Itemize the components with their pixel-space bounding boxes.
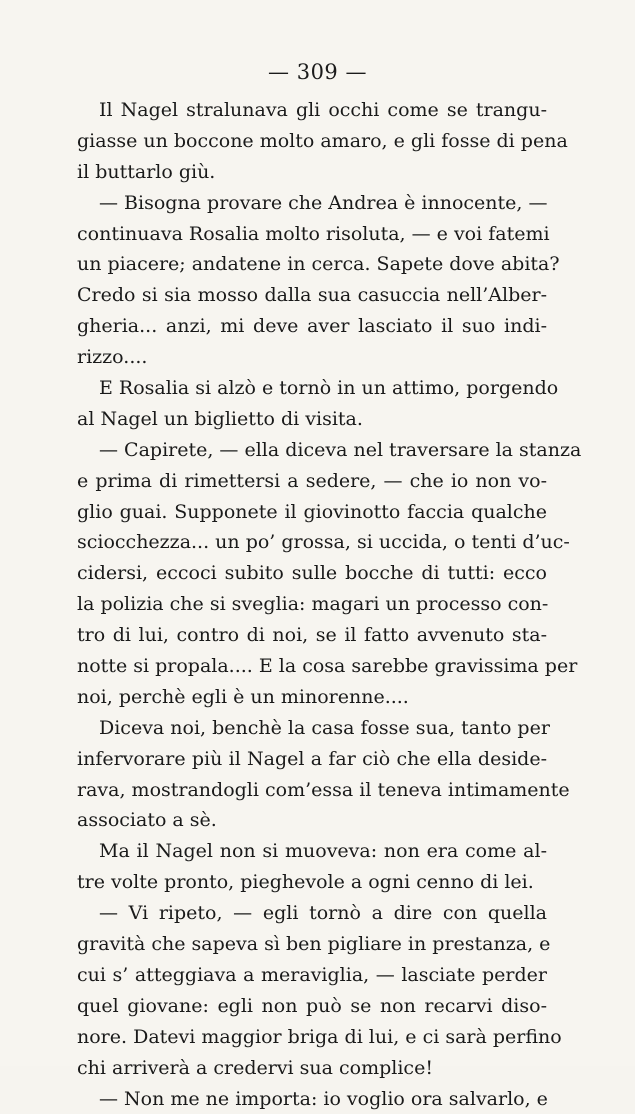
text-line: glio guai. Supponete il giovinotto faccia qualche — [77, 497, 547, 528]
text-line: — Vi ripeto, — egli tornò a dire con quella — [77, 898, 547, 929]
text-line: notte si propala.... E la cosa sarebbe gravissima per — [77, 651, 547, 682]
text-line: e prima di rimettersi a sedere, — che io non vo- — [77, 466, 547, 497]
text-line: chi arriverà a credervi sua complice! — [77, 1053, 547, 1084]
body-text — [77, 95, 547, 1114]
text-line: quel giovane: egli non può se non recarvi diso- — [77, 991, 547, 1022]
text-line: rava, mostrandogli com’essa il teneva intimamente — [77, 775, 547, 806]
text-line: Il Nagel stralunava gli occhi come se trangu- — [77, 95, 547, 126]
text-line: il buttarlo giù. — [77, 157, 547, 188]
text-line: cidersi, eccoci subito sulle bocche di tutti: ecco — [77, 558, 547, 589]
text-line: infervorare più il Nagel a far ciò che ella deside- — [77, 744, 547, 775]
text-line: — Capirete, — ella diceva nel traversare la stanza — [77, 435, 547, 466]
text-line: un piacere; andatene in cerca. Sapete dove abita? — [77, 249, 547, 280]
text-line: rizzo.... — [77, 342, 547, 373]
text-line: tre volte pronto, pieghevole a ogni cenno di lei. — [77, 867, 547, 898]
text-line: continuava Rosalia molto risoluta, — e voi fatemi — [77, 219, 547, 250]
text-line: tro di lui, contro di noi, se il fatto avvenuto sta- — [77, 620, 547, 651]
text-line: noi, perchè egli è un minorenne.... — [77, 682, 547, 713]
text-line: sciocchezza... un po’ grossa, si uccida, o tenti d’uc- — [77, 527, 547, 558]
text-line: — Bisogna provare che Andrea è innocente, — — [77, 188, 547, 219]
text-line: — Non me ne importa: io voglio ora salvarlo, e — [77, 1084, 547, 1114]
page-number: — 309 — — [0, 60, 635, 84]
text-line: associato a sè. — [77, 805, 547, 836]
text-line: nore. Datevi maggior briga di lui, e ci sarà perfino — [77, 1022, 547, 1053]
text-line: Ma il Nagel non si muoveva: non era come al- — [77, 836, 547, 867]
text-line: gravità che sapeva sì ben pigliare in prestanza, e — [77, 929, 547, 960]
text-line: cui s’ atteggiava a meraviglia, — lasciate perder — [77, 960, 547, 991]
text-line: Diceva noi, benchè la casa fosse sua, tanto per — [77, 713, 547, 744]
text-line: la polizia che si sveglia: magari un processo con- — [77, 589, 547, 620]
text-line: E Rosalia si alzò e tornò in un attimo, porgendo — [77, 373, 547, 404]
text-line: giasse un boccone molto amaro, e gli fosse di pena — [77, 126, 547, 157]
text-line: al Nagel un biglietto di visita. — [77, 404, 547, 435]
text-line: Credo si sia mosso dalla sua casuccia nell’Alber- — [77, 280, 547, 311]
text-line: gheria... anzi, mi deve aver lasciato il suo indi- — [77, 311, 547, 342]
